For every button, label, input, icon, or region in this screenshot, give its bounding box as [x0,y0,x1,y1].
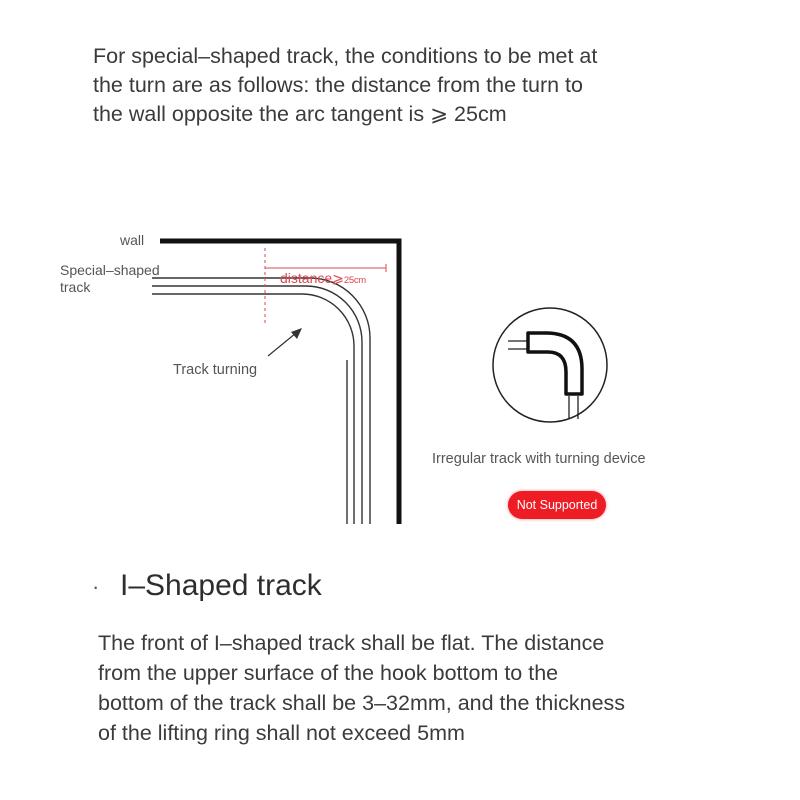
section-heading [92,566,322,607]
distance-text: distance⩾ [280,270,344,286]
special-shaped-track-label: Special–shaped track [60,262,160,295]
section-body: The front of I–shaped track shall be flat. The distance from the upper surface of the hook bottom to the bottom of the track shall be 3–32mm, and the thickness of the lifting ring shall not exceed 5mm [98,631,626,745]
turning-device-illustration [493,308,607,422]
distance-marker [265,248,386,326]
wall-label: wall [120,232,145,248]
not-supported-badge: Not Supported [508,491,606,519]
bullet-icon: · [92,574,100,600]
turning-arrow [268,328,302,356]
turning-device-caption: Irregular track with turning device [432,451,646,467]
special-shaped-track [152,278,370,524]
distance-value: 25cm [343,275,366,286]
section-title: I–Shaped track [120,569,322,602]
distance-label [280,270,366,287]
track-turning-label: Track turning [173,362,258,378]
intro-paragraph: For special–shaped track, the conditions to be met at the turn are as follows: the distance from the turn to the wall opposite the arc tangent is ⩾ 25cm [93,44,598,126]
